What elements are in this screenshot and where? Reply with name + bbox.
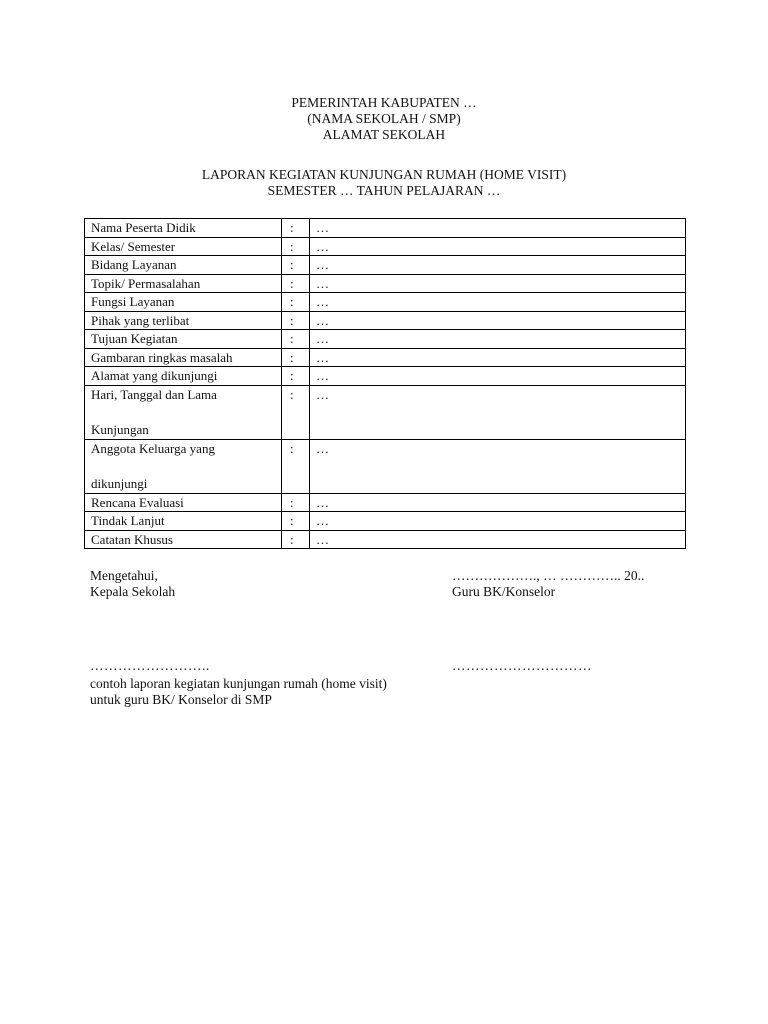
- field-label-text: Gambaran ringkas masalah: [91, 349, 233, 365]
- table-row: [85, 439, 686, 493]
- field-label-text: Topik/ Permasalahan: [91, 275, 201, 291]
- field-label-text: Tujuan Kegiatan: [91, 331, 178, 346]
- field-value[interactable]: …: [310, 530, 686, 549]
- field-label-text: Bidang Layanan: [91, 257, 177, 272]
- field-value[interactable]: …: [310, 367, 686, 386]
- field-label: [85, 385, 282, 439]
- field-label-text-continued: Kunjungan: [91, 422, 149, 437]
- table-row: [85, 530, 686, 549]
- header-line-1: PEMERINTAH KABUPATEN …: [291, 95, 477, 110]
- principal-signature-line: ……………………..: [90, 658, 210, 673]
- counselor-block: [452, 568, 644, 600]
- field-label: [85, 348, 282, 367]
- field-colon: :: [282, 493, 310, 512]
- table-row: [85, 493, 686, 512]
- field-value[interactable]: …: [310, 493, 686, 512]
- table-row: [85, 293, 686, 312]
- report-title: LAPORAN KEGIATAN KUNJUNGAN RUMAH (HOME VISIT): [201, 167, 567, 182]
- field-colon: :: [282, 219, 310, 238]
- field-value[interactable]: …: [310, 311, 686, 330]
- table-row: [85, 274, 686, 293]
- counselor-title: Guru BK/Konselor: [452, 584, 556, 599]
- field-label: [85, 439, 282, 493]
- table-row: [85, 219, 686, 238]
- field-label-text: Nama Peserta Didik: [91, 220, 196, 235]
- field-label-text: Pihak yang terlibat: [91, 312, 190, 328]
- header-line-3: ALAMAT SEKOLAH: [322, 127, 446, 142]
- field-colon: :: [282, 530, 310, 549]
- field-colon: :: [282, 385, 310, 439]
- field-label-text-continued: dikunjungi: [91, 476, 148, 491]
- field-label: [85, 512, 282, 531]
- field-colon: :: [282, 311, 310, 330]
- caption-line-2: untuk guru BK/ Konselor di SMP: [90, 692, 272, 707]
- field-value[interactable]: …: [310, 274, 686, 293]
- table-row: [85, 330, 686, 349]
- field-colon: :: [282, 237, 310, 256]
- field-label-text: Alamat yang dikunjungi: [91, 368, 218, 383]
- field-label-text: Catatan Khusus: [91, 531, 173, 547]
- table-row: [85, 237, 686, 256]
- field-colon: :: [282, 367, 310, 386]
- field-label: [85, 330, 282, 349]
- acknowledgement-block: [90, 568, 175, 600]
- header-line-2: (NAMA SEKOLAH / SMP): [307, 111, 461, 126]
- principal-title: Kepala Sekolah: [90, 584, 176, 599]
- field-label: [85, 219, 282, 238]
- field-value[interactable]: …: [310, 512, 686, 531]
- field-label-text: Tindak Lanjut: [91, 513, 165, 528]
- field-colon: :: [282, 274, 310, 293]
- field-colon: :: [282, 512, 310, 531]
- field-label-text: Rencana Evaluasi: [91, 494, 184, 510]
- caption-block: [90, 676, 387, 708]
- field-value[interactable]: …: [310, 439, 686, 493]
- report-subtitle: SEMESTER … TAHUN PELAJARAN …: [267, 183, 501, 198]
- field-label-text: Anggota Keluarga yang: [91, 440, 215, 456]
- field-label: [85, 274, 282, 293]
- field-value[interactable]: …: [310, 348, 686, 367]
- field-label: [85, 367, 282, 386]
- field-colon: :: [282, 256, 310, 275]
- field-label: [85, 493, 282, 512]
- field-label-text: Hari, Tanggal dan Lama: [91, 386, 217, 402]
- acknowledged-label: Mengetahui,: [90, 568, 158, 583]
- field-label: [85, 237, 282, 256]
- field-value[interactable]: …: [310, 293, 686, 312]
- table-row: [85, 348, 686, 367]
- field-label-text: Kelas/ Semester: [91, 238, 176, 254]
- field-label: [85, 311, 282, 330]
- caption-line-1: contoh laporan kegiatan kunjungan rumah (home visit): [90, 676, 387, 691]
- table-row: [85, 385, 686, 439]
- field-label: [85, 293, 282, 312]
- field-label: [85, 530, 282, 549]
- field-value[interactable]: …: [310, 385, 686, 439]
- field-colon: :: [282, 330, 310, 349]
- field-value[interactable]: …: [310, 256, 686, 275]
- table-row: [85, 256, 686, 275]
- field-colon: :: [282, 293, 310, 312]
- field-value[interactable]: …: [310, 237, 686, 256]
- table-row: [85, 512, 686, 531]
- report-form-table: [84, 218, 686, 549]
- field-colon: :: [282, 439, 310, 493]
- table-row: [85, 311, 686, 330]
- place-date-line: ………………., … ………….. 20..: [452, 568, 645, 583]
- field-label: [85, 256, 282, 275]
- table-row: [85, 367, 686, 386]
- field-label-text: Fungsi Layanan: [91, 294, 175, 309]
- field-colon: :: [282, 348, 310, 367]
- document-header: [0, 95, 768, 199]
- counselor-signature-line: …………………………: [452, 658, 592, 673]
- field-value[interactable]: …: [310, 219, 686, 238]
- field-value[interactable]: …: [310, 330, 686, 349]
